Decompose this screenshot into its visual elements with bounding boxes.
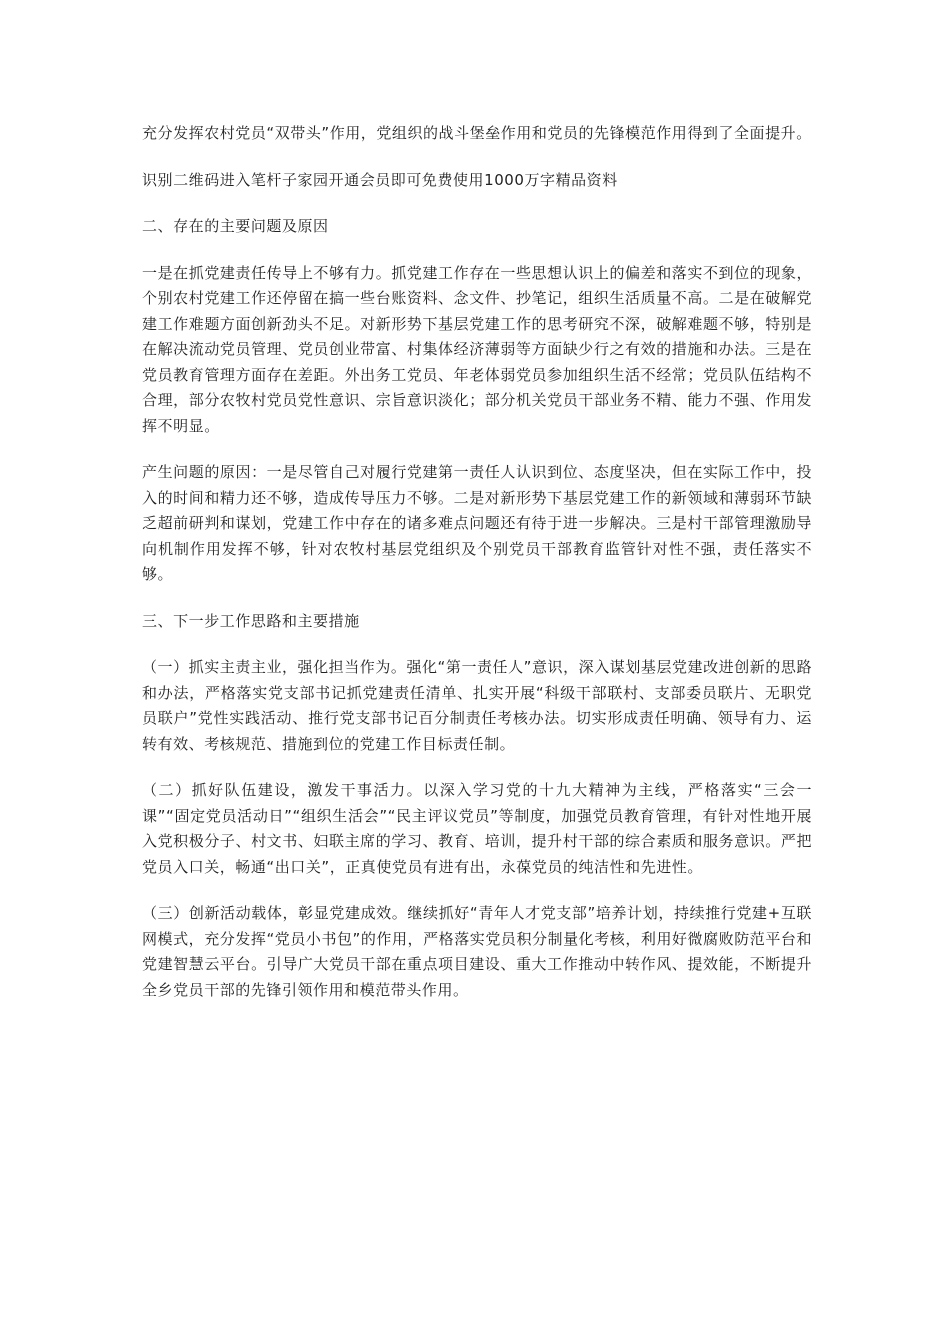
document-body [142, 121, 812, 1024]
paragraph-intro: 充分发挥农村党员“双带头”作用，党组织的战斗堡垒作用和党员的先锋模范作用得到了全面提升。 [142, 124, 812, 142]
paragraph-measure-3: （三）创新活动载体，彰显党建成效。继续抓好“青年人才党支部”培养计划，持续推行党建+互联网模式，充分发挥“党员小书包”的作用，严格落实党员积分制量化考核，利用好微腐败防范平台和党建智慧云平台。引导广大党员干部在重点项目建设、重大工作推动中转作风、提效能，不断提升全乡党员干部的先锋引领作用和模范带头作用。 [142, 904, 812, 999]
promo-notice: 识别二维码进入笔杆子家园开通会员即可免费使用1000万字精品资料 [142, 170, 618, 189]
section-heading-problems: 二、存在的主要问题及原因 [142, 217, 329, 235]
paragraph-problems: 一是在抓党建责任传导上不够有力。抓党建工作存在一些思想认识上的偏差和落实不到位的现象，个别农村党建工作还停留在搞一些台账资料、念文件、抄笔记，组织生活质量不高。二是在破解党建工作难题方面创新劲头不足。对新形势下基层党建工作的思考研究不深，破解难题不够，特别是在解决流动党员管理、党员创业带富、村集体经济薄弱等方面缺少行之有效的措施和办法。三是在党员教育管理方面存在差距。外出务工党员、年老体弱党员参加组织生活不经常；党员队伍结构不合理，部分农牧村党员党性意识、宗旨意识淡化；部分机关党员干部业务不精、能力不强、作用发挥不明显。 [142, 263, 812, 435]
paragraph-causes: 产生问题的原因：一是尽管自己对履行党建第一责任人认识到位、态度坚决，但在实际工作中，投入的时间和精力还不够，造成传导压力不够。二是对新形势下基层党建工作的新领域和薄弱环节缺乏超前研判和谋划，党建工作中存在的诸多难点问题还有待于进一步解决。三是村干部管理激励导向机制作用发挥不够，针对农牧村基层党组织及个别党员干部教育监管针对性不强，责任落实不够。 [142, 463, 812, 583]
section-heading-next-steps: 三、下一步工作思路和主要措施 [142, 611, 360, 630]
paragraph-measure-1: （一）抓实主责主业，强化担当作为。强化“第一责任人”意识，深入谋划基层党建改进创新的思路和办法，严格落实党支部书记抓党建责任清单、扎实开展“科级干部联村、支部委员联片、无职党员联户”党性实践活动、推行党支部书记百分制责任考核办法。切实形成责任明确、领导有力、运转有效、考核规范、措施到位的党建工作目标责任制。 [142, 658, 812, 753]
paragraph-measure-2: （二）抓好队伍建设，激发干事活力。以深入学习党的十九大精神为主线，严格落实“三会一课”“固定党员活动日”“组织生活会”“民主评议党员”等制度，加强党员教育管理，有针对性地开展入党积极分子、村文书、妇联主席的学习、教育、培训，提升村干部的综合素质和服务意识。严把党员入口关，畅通“出口关”，正真使党员有进有出，永葆党员的纯洁性和先进性。 [142, 781, 812, 876]
